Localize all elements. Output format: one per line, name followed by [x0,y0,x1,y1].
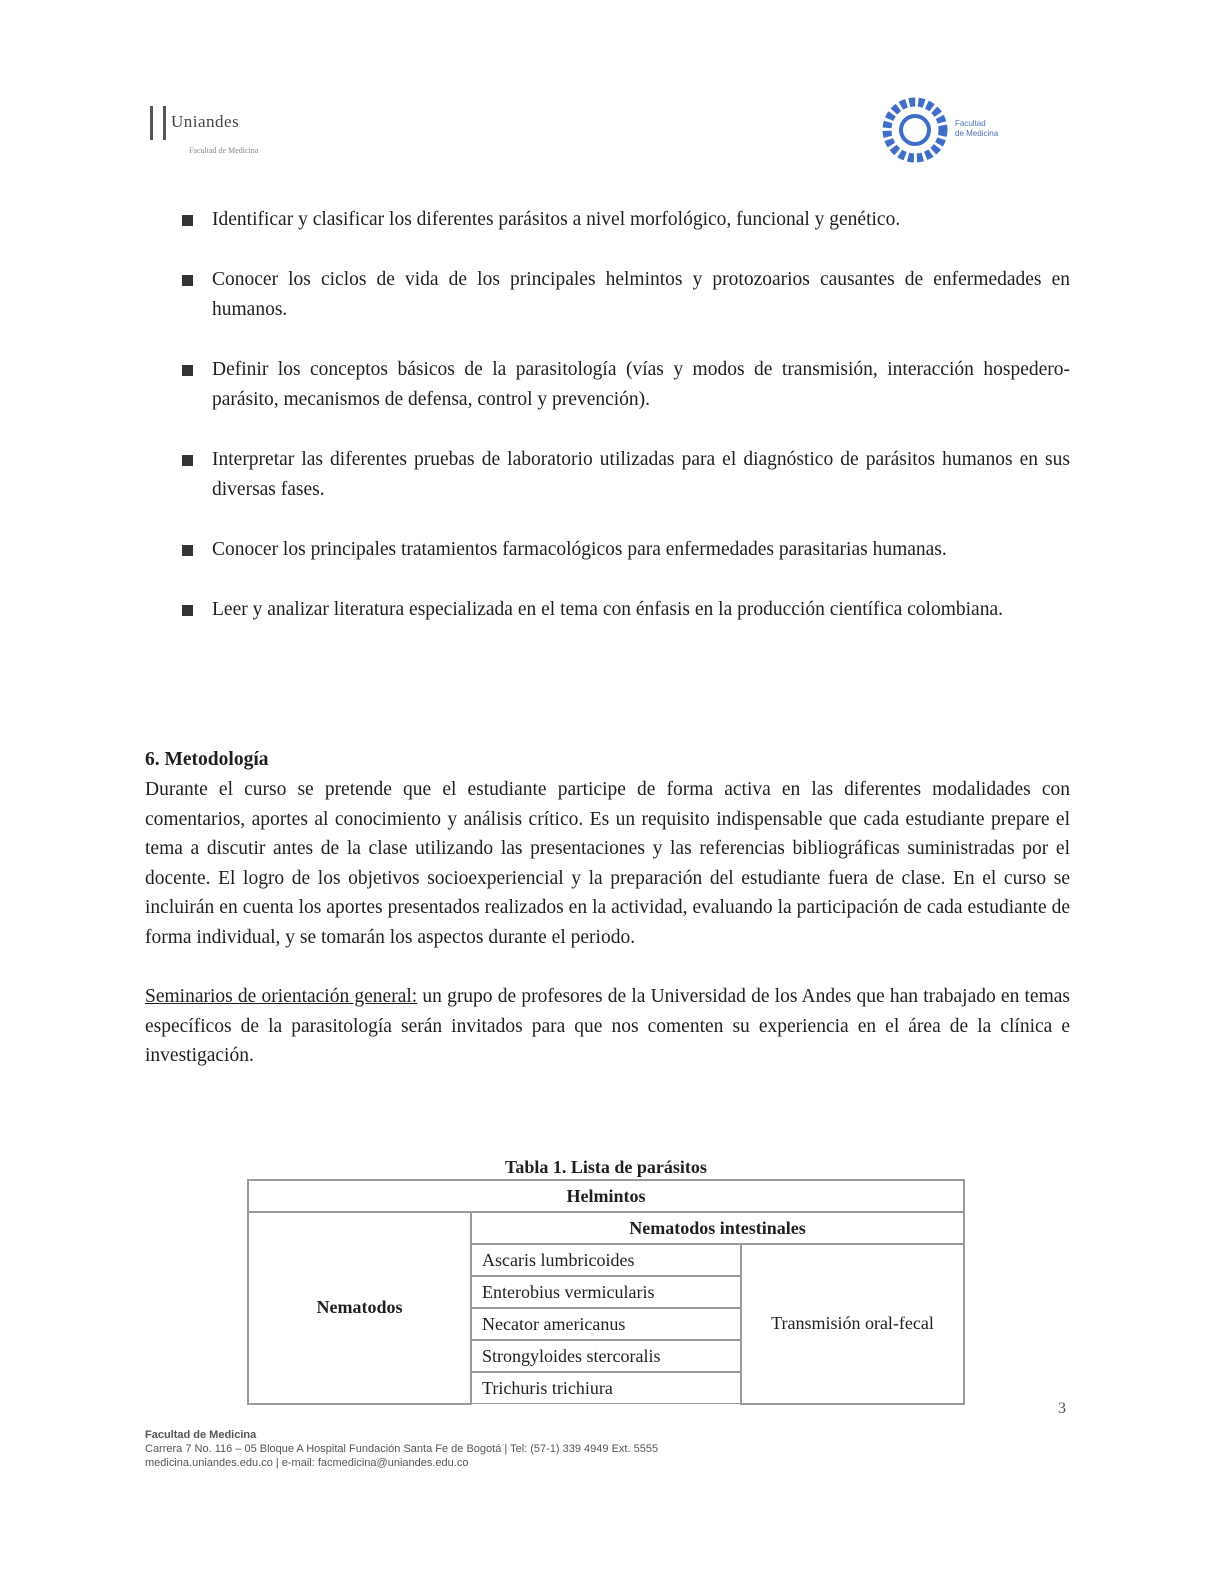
parasite-table-block [247,1155,965,1405]
objectives-list [178,205,1070,655]
list-item [178,535,1070,565]
list-item [178,265,1070,325]
table-subheader: Nematodos intestinales [471,1212,964,1244]
faculty-logo [880,95,1070,170]
list-item [178,445,1070,505]
methodology-section [145,745,1070,1071]
logo-subtitle: Facultad de Medicina [189,146,259,155]
bullet-icon [182,215,193,226]
footer-contact: medicina.uniandes.edu.co | e-mail: facmedicina@uniandes.edu.co [145,1457,469,1469]
objective-text: Conocer los ciclos de vida de los principales helmintos y protozoarios causantes de enfermedades en humanos. [212,269,1070,320]
methodology-paragraph: Durante el curso se pretende que el estudiante participe de forma activa en las diferentes modalidades con comentarios, aportes al conocimiento y análisis crítico. Es un requisito indispensable que cada estudiante prepare el tema a discutir antes de la clase utilizando las presentaciones y las referencias bibliográficas suministradas por el docente. El logro de los objetivos socioexperiencial y la preparación del estudiante fuera de clase. En el curso se incluirán en cuenta los aportes presentados realizados en la actividad, evaluando la participación de cada estudiante de forma individual, y se tomarán los aspectos durante el periodo. [145,779,1070,948]
objective-text: Identificar y clasificar los diferentes parásitos a nivel morfológico, funcional y genético. [212,209,901,230]
page-footer [145,1428,1070,1470]
objective-text: Leer y analizar literatura especializada en el tema con énfasis en la producción científica colombiana. [212,599,1003,620]
objective-text: Interpretar las diferentes pruebas de laboratorio utilizadas para el diagnóstico de parásitos humanos en sus diversas fases. [212,449,1070,500]
seminars-paragraph [145,982,1070,1071]
parasite-cell: Necator americanus [471,1308,741,1340]
parasite-table [247,1179,965,1405]
parasite-cell: Strongyloides stercoralis [471,1340,741,1372]
bullet-icon [182,275,193,286]
list-item [178,205,1070,235]
table-caption: Tabla 1. Lista de parásitos [505,1157,707,1177]
section-heading: 6. Metodología [145,749,269,770]
bullet-icon [182,605,193,616]
faculty-logo-line2: de Medicina [955,129,999,138]
table-row [248,1180,964,1212]
footer-title: Facultad de Medicina [145,1429,257,1441]
list-item [178,355,1070,415]
group-cell: Nematodos [248,1212,471,1404]
bullet-icon [182,365,193,376]
seminars-label: Seminarios de orientación general: [145,986,418,1007]
university-logo [145,100,295,160]
objective-text: Conocer los principales tratamientos farmacológicos para enfermedades parasitarias humanas. [212,539,947,560]
transmission-cell: Transmisión oral-fecal [741,1244,964,1404]
logo-bars-icon [150,106,166,140]
logo-wordmark: Uniandes [171,112,240,131]
list-item [178,595,1070,625]
page-number: 3 [1058,1400,1066,1417]
table-row [248,1212,964,1244]
faculty-seal-icon [880,95,950,165]
parasite-cell: Trichuris trichiura [471,1372,741,1404]
bullet-icon [182,455,193,466]
parasite-cell: Enterobius vermicularis [471,1276,741,1308]
page-header [145,95,1070,170]
parasite-cell: Ascaris lumbricoides [471,1244,741,1276]
faculty-logo-line1: Facultad [955,119,986,128]
faculty-logo-text [955,119,998,139]
objective-text: Definir los conceptos básicos de la parasitología (vías y modos de transmisión, interacción hospedero-parásito, mecanismos de defensa, control y prevención). [212,359,1070,410]
bullet-icon [182,545,193,556]
table-header: Helmintos [248,1180,964,1212]
footer-address: Carrera 7 No. 116 – 05 Bloque A Hospital Fundación Santa Fe de Bogotá | Tel: (57-1) 339 4949 Ext. 5555 [145,1443,659,1455]
seminars-text: un grupo de profesores de la Universidad de los Andes que han trabajado en temas específicos de la parasitología serán invitados para que nos comenten su experiencia en el área de la clínica e investigación. [145,986,1070,1066]
